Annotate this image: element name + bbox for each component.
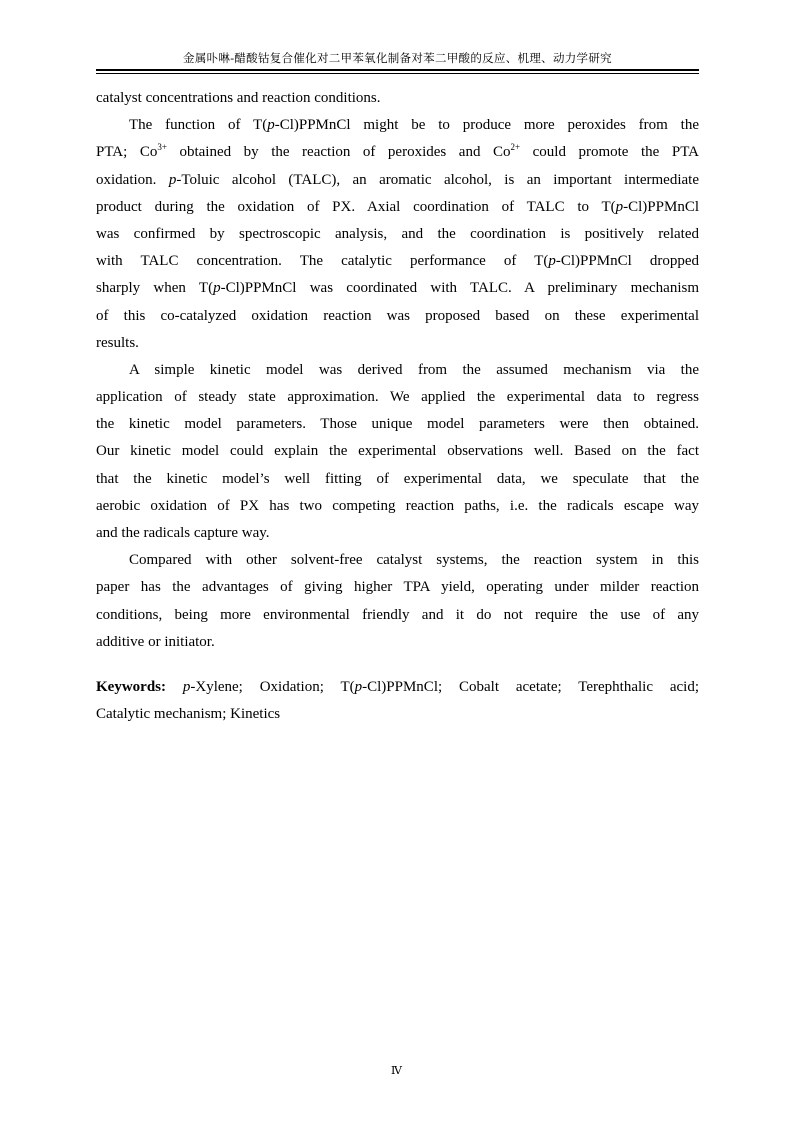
text-run: results.: [96, 334, 139, 351]
text-run: -Cl)PPMnCl was coordinated with TALC. A preliminary mechanism: [220, 280, 699, 297]
keywords-line-2: [96, 702, 699, 729]
paragraph-3-line-1: [96, 548, 699, 575]
text-run: of this co-catalyzed oxidation reaction was proposed based on these experimental: [96, 307, 699, 324]
paragraph-3-line-4: [96, 630, 699, 657]
keywords-line-1: [96, 675, 699, 702]
text-run: was confirmed by spectroscopic analysis, and the coordination is positively related: [96, 225, 699, 242]
paragraph-1-line-7: [96, 276, 699, 303]
italic-run: p: [213, 280, 221, 297]
paragraph-continuation-line: [96, 86, 699, 113]
text-run: PTA; Co: [96, 144, 158, 161]
text-run: and the radicals capture way.: [96, 525, 270, 541]
text-run: -Toluic alcohol (TALC), an aromatic alcohol, is an important intermediate: [176, 171, 699, 188]
paragraph-2-line-2: [96, 385, 699, 412]
text-run: Our kinetic model could explain the experimental observations well. Based on the fact: [96, 443, 699, 460]
text-run: application of steady state approximation. We applied the experimental data to regress: [96, 389, 699, 406]
paragraph-gap: [96, 657, 699, 675]
text-run: paper has the advantages of giving higher TPA yield, operating under milder reaction: [96, 579, 699, 596]
paragraph-1-line-1: [96, 113, 699, 140]
text-run: oxidation.: [96, 171, 169, 188]
text-run: A simple kinetic model was derived from the assumed mechanism via the: [129, 361, 699, 378]
paragraph-1-line-3: [96, 168, 699, 195]
paragraph-1-line-2: [96, 140, 699, 167]
text-run: Catalytic mechanism; Kinetics: [96, 706, 281, 723]
italic-run: p: [182, 678, 191, 695]
text-run: with TALC concentration. The catalytic performance of T(: [96, 253, 549, 270]
text-run: conditions, being more environmental friendly and it do not require the use of any: [96, 606, 699, 623]
italic-run: p: [168, 171, 177, 188]
abstract-body: [96, 86, 699, 729]
paragraph-3-line-2: [96, 575, 699, 602]
paragraph-2-line-4: [96, 439, 699, 466]
italic-run: p: [267, 117, 275, 134]
paragraph-1-line-6: [96, 249, 699, 276]
header-rule-thick: [96, 69, 699, 71]
text-run: product during the oxidation of PX. Axial coordination of TALC to T(: [96, 198, 616, 215]
paragraph-1-line-5: [96, 222, 699, 249]
italic-run: p: [354, 678, 363, 695]
italic-run: p: [615, 198, 624, 215]
superscript: 2+: [510, 142, 521, 153]
text-run: -Cl)PPMnCl might be to produce more peroxides from the: [274, 117, 699, 134]
text-run: the kinetic model parameters. Those unique model parameters were then obtained.: [96, 416, 699, 433]
text-run: obtained by the reaction of peroxides and Co: [166, 144, 511, 161]
paragraph-2-line-6: [96, 494, 699, 521]
italic-run: p: [548, 253, 556, 270]
paragraph-2-line-3: [96, 412, 699, 439]
text-run: could promote the PTA: [520, 144, 700, 161]
text-run: sharply when T(: [96, 280, 214, 297]
text-run: aerobic oxidation of PX has two competing reaction paths, i.e. the radicals escape way: [96, 497, 699, 514]
text-run: -Cl)PPMnCl dropped: [555, 253, 699, 270]
paragraph-1-line-9: [96, 331, 699, 358]
superscript: 3+: [157, 142, 167, 153]
text-run: catalyst concentrations and reaction conditions.: [96, 90, 381, 106]
running-header: 金属卟啉-醋酸钴复合催化对二甲苯氧化制备对苯二甲酸的反应、机理、动力学研究: [183, 53, 612, 65]
text-run: that the kinetic model’s well fitting of experimental data, we speculate that the: [96, 470, 699, 487]
paragraph-2-line-5: [96, 467, 699, 494]
text-run: additive or initiator.: [96, 633, 215, 650]
paragraph-3-line-3: [96, 603, 699, 630]
paragraph-2-line-7: [96, 521, 699, 548]
text-run: -Xylene; Oxidation; T(: [190, 678, 355, 695]
page-number: Ⅳ: [391, 1065, 402, 1077]
paragraph-1-line-4: [96, 195, 699, 222]
header-rule-thin: [96, 73, 699, 74]
text-run: The function of T(: [129, 117, 268, 134]
paragraph-2-line-1: [96, 358, 699, 385]
text-run: -Cl)PPMnCl; Cobalt acetate; Terephthalic acid;: [362, 678, 700, 695]
keywords-label: Keywords:: [96, 678, 166, 695]
text-run: Compared with other solvent-free catalyst systems, the reaction system in this: [129, 552, 699, 569]
text-run: -Cl)PPMnCl: [623, 198, 699, 215]
paragraph-1-line-8: [96, 304, 699, 331]
